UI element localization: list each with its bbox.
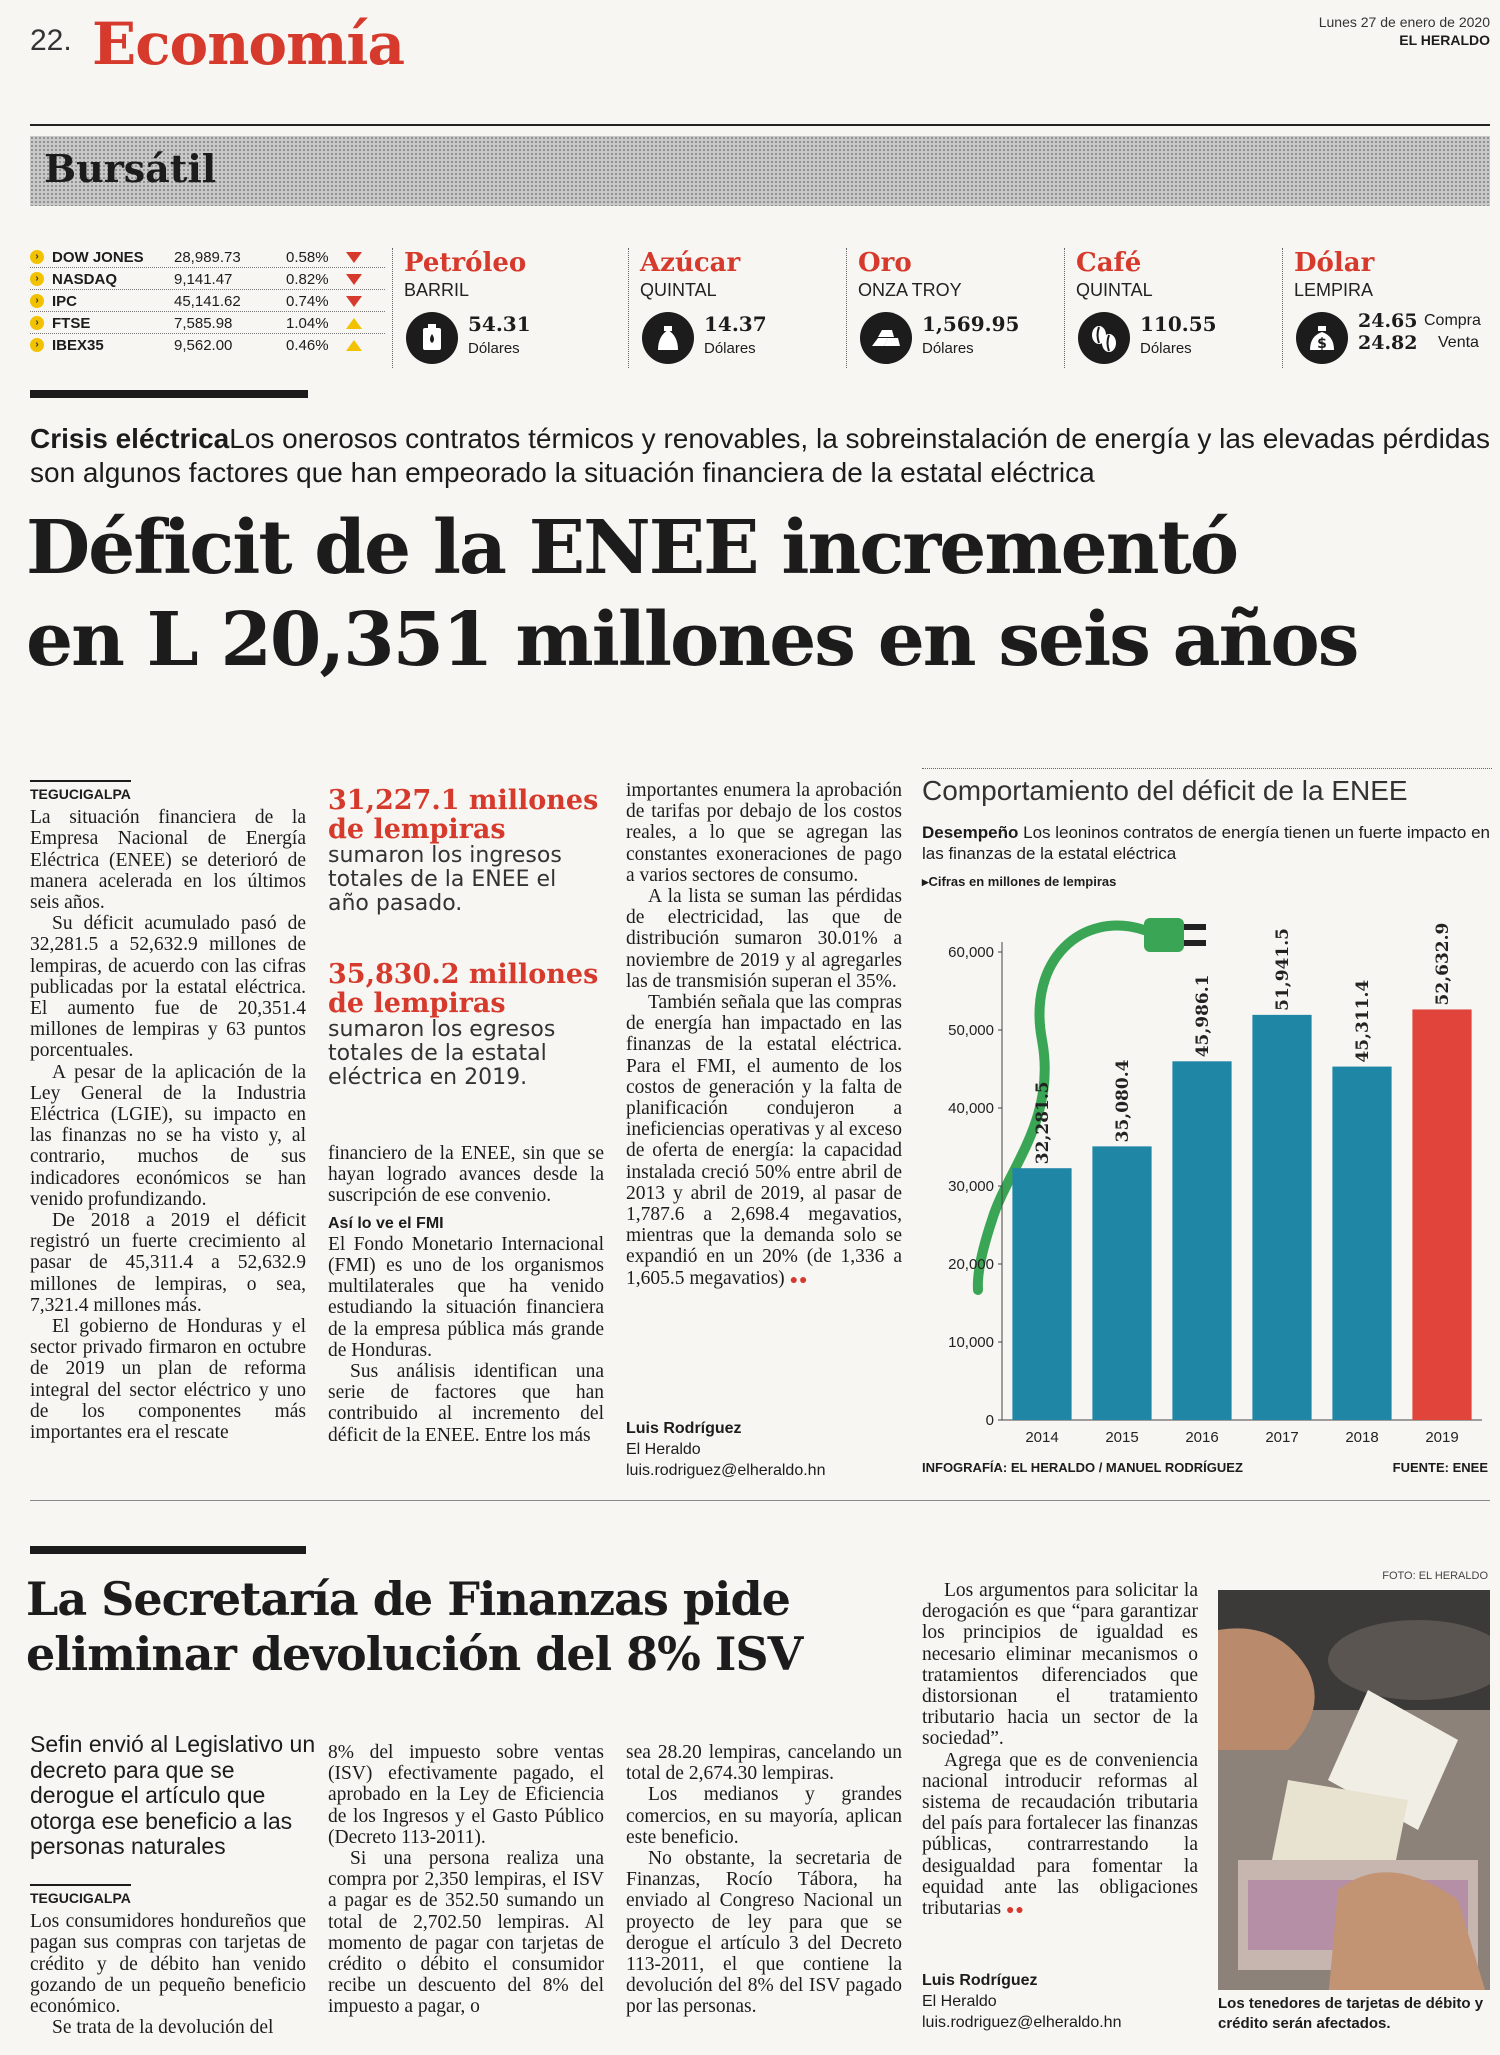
issue-date: Lunes 27 de enero de 2020 [1318,14,1490,30]
paragraph: Sus análisis identifican una serie de factores que han contribuido al incremento del déficit de la ENEE. Entre los más [328,1361,604,1446]
index-row [30,246,385,268]
arrow-up-icon [346,340,362,351]
y-tick-label: 40,000 [948,1100,994,1117]
paragraph: Se trata de la devolución del [52,2017,274,2039]
commodity-azucar [628,248,838,378]
commodity-name: Café [1076,248,1142,278]
paragraph: financiero de la ENEE, sin que se hayan logrado avances desde la suscripción de ese convenio. [328,1143,604,1207]
paragraph: A la lista se suman las pérdidas de electricidad, las que de distribución sumaron 30.01% a noviembre de 2019 y al agregarles las de transmisión superan el 35%. [626,886,902,992]
paragraph: A pesar de la aplicación de la Ley General de la Industria Eléctrica (LGIE), su impacto en las finanzas no se ha visto y, al contrario, muchos de sus indicadores económicos se han venido profundizando. [30,1061,306,1210]
chart-title: Comportamiento del déficit de la ENEE [922,775,1408,806]
index-row [30,312,385,334]
chevron-right-icon: › [30,294,44,308]
commodity-name: Petróleo [404,248,527,278]
index-name: IBEX35 [52,336,104,354]
pull-quote-figure: 31,227.1 millones de lempiras [328,785,599,845]
pull-quote-figure: 35,830.2 millones de lempiras [328,959,599,1019]
bar-value-label: 32,281.5 [1033,1081,1053,1165]
section-divider [30,1500,1490,1501]
bar-2017 [1252,1015,1311,1420]
article-photo [1218,1590,1490,1990]
commodity-unit: LEMPIRA [1294,280,1374,300]
bar-value-label: 45,311.4 [1353,979,1373,1063]
arrow-down-icon [346,274,362,285]
deficit-bar-chart [922,890,1492,1450]
chart-units: ▸Cifras en millones de lempiras [922,874,1117,889]
kicker-label: Crisis eléctrica [30,423,230,454]
article-rule [30,390,308,398]
dolar-sell-price: 24.82 [1358,332,1418,354]
chart-description [922,822,1492,864]
commodity-currency: Dólares [1140,340,1192,357]
commodity-unit: QUINTAL [640,280,717,300]
dateline: TEGUCIGALPA [30,1884,131,1909]
chevron-right-icon: › [30,338,44,352]
paragraph: Los medianos y grandes comercios, en su mayoría, aplican este beneficio. [626,1784,902,1848]
y-tick-label: 10,000 [948,1334,994,1351]
headline-line: La Secretaría de Finanzas pide [26,1572,790,1626]
chart-desc-label: Desempeño [922,823,1019,842]
author-paper: El Heraldo [626,1441,701,1458]
coffee-beans-icon [1078,312,1130,364]
plug-icon [1144,918,1206,952]
column-divider [1282,248,1283,368]
bar-value-label: 52,632.9 [1433,922,1453,1006]
dolar-buy-label: Compra [1424,312,1481,329]
oil-can-icon [406,312,458,364]
commodity-unit: ONZA TROY [858,280,962,300]
article2-deck: Sefin envió al Legislativo un decreto para que se derogue el artículo que otorga ese beneficio a las personas naturales [30,1731,316,1859]
card-payment-photo [1218,1590,1490,1990]
paragraph: Su déficit acumulado pasó de 32,281.5 a 52,632.9 millones de lempiras, de acuerdo con las cifras publicadas por la estatal eléctrica. El aumento fue de 20,351.4 millones de lempiras y 63 puntos porcentuales. [30,913,306,1062]
paragraph: Los argumentos para solicitar la derogación es que “para garantizar los principios de igualdad es necesario eliminar mecanismos o tratamientos diferenciados que distorsionan el tratamiento tributario hacia un sector de la sociedad”. [922,1580,1198,1750]
index-change: 0.74% [286,292,329,310]
pull-quote-text: sumaron los ingresos totales de la ENEE el año pasado. [328,843,562,916]
article2-column-4 [922,1580,1198,1921]
chart-desc-text: Los leoninos contratos de energía tienen un fuerte impacto en las finanzas de la estatal eléctrica [922,823,1490,863]
bar-2015 [1092,1146,1151,1420]
paragraph-text: También señala que las compras de energía han impactado en las finanzas de la estatal eléctrica. Para el FMI, el aumento de los costos de generación y la falta de planificación condujeron a ineficiencias operativas y al exceso de oferta de energía: la capacidad instalada creció 50% entre abril de 2013 y abril de 2019, al pasar de 1,787.6 a 2,698.4 megavatios, mientras que la demanda solo se expandió en un 20% (de 1,336 a 1,605.5 megavatios) [626,992,902,1289]
paragraph: 8% del impuesto sobre ventas (ISV) efectivamente pagado, el aprobado en la Ley de Eficiencia de los Ingresos y el Gasto Público (Decreto 113-2011). [328,1742,604,1848]
header-rule [30,124,1490,126]
commodity-name: Dólar [1294,248,1375,278]
article2-headline [26,1572,906,1682]
commodity-price: 1,569.95 [922,312,1020,336]
y-tick-label: 20,000 [948,1256,994,1273]
paragraph: El gobierno de Honduras y el sector privado firmaron en octubre de 2019 un plan de reforma integral del sector eléctrico y uno de los componentes más importantes era el rescate [30,1316,306,1444]
headline-line: Déficit de la ENEE incrementó [26,505,1238,591]
index-value: 9,562.00 [174,336,233,354]
index-value: 28,989.73 [174,248,241,266]
index-value: 9,141.47 [174,270,233,288]
index-row [30,334,385,356]
commodity-currency: Dólares [704,340,756,357]
x-tick-label: 2019 [1425,1429,1459,1446]
column-divider [1064,248,1065,368]
paragraph: sea 28.20 lempiras, cancelando un total de 2,674.30 lempiras. [626,1742,902,1785]
author-email[interactable]: luis.rodriguez@elheraldo.hn [922,2014,1122,2031]
commodity-dolar [1282,248,1492,378]
chevron-right-icon: › [30,316,44,330]
photo-credit: FOTO: EL HERALDO [1382,1570,1488,1582]
paragraph: Si una persona realiza una compra por 2,350 lempiras, el ISV a pagar es de 352.50 sumando un total de 2,702.50 lempiras. Al momento de pagar con tarjetas de crédito o débito el consumidor recibe un descuento del 8% del impuesto a pagar, o [328,1848,604,2018]
chart-top-rule [922,768,1492,769]
subheading: Así lo ve el FMI [328,1214,444,1232]
end-mark-icon: ●● [1005,1903,1025,1919]
x-tick-label: 2017 [1265,1429,1299,1446]
article-column-1 [30,780,306,1443]
x-tick-label: 2016 [1185,1429,1219,1446]
bar-value-label: 51,941.5 [1273,928,1293,1011]
article2-column-2 [328,1742,604,2018]
chevron-right-icon: › [30,250,44,264]
paragraph: De 2018 a 2019 el déficit registró un fuerte crecimiento al pasar de 45,311.4 a 52,632.9 millones de lempiras, o sea, 7,321.4 millones más. [30,1210,306,1316]
article-column-2 [328,1143,604,1446]
paragraph: importantes enumera la aprobación de tarifas por debajo de los costos reales, a lo que se agregan las constantes exoneraciones de pago a varios sectores de consumo. [626,780,902,886]
dateline: TEGUCIGALPA [30,780,131,805]
author-signature [922,1970,1198,2033]
y-tick-label: 50,000 [948,1022,994,1039]
article-column-3 [626,780,902,1291]
commodity-cafe [1064,248,1274,378]
commodity-oro [846,248,1056,378]
paragraph [626,992,902,1291]
index-change: 0.82% [286,270,329,288]
bar-2018 [1332,1067,1391,1420]
arrow-down-icon [346,296,362,307]
pull-quote-text: sumaron los egresos totales de la estatal eléctrica en 2019. [328,1017,556,1090]
x-tick-label: 2015 [1105,1429,1139,1446]
author-paper: El Heraldo [922,1993,997,2010]
chevron-right-icon: › [30,272,44,286]
article-headline [26,502,1496,686]
commodity-price: 54.31 [468,312,531,336]
dolar-buy-price: 24.65 [1358,310,1418,332]
chart-credit: INFOGRAFÍA: EL HERALDO / MANUEL RODRÍGUEZ [922,1460,1243,1475]
column-divider [392,248,393,368]
kicker-text: Los onerosos contratos térmicos y renovables, la sobreinstalación de energía y las elevadas pérdidas son algunos factores que han empeorado la situación financiera de la estatal eléctrica [30,423,1490,488]
arrow-down-icon [346,252,362,263]
bursatil-banner [30,136,1490,206]
x-tick-label: 2018 [1345,1429,1379,1446]
sugar-sack-icon [642,312,694,364]
index-value: 7,585.98 [174,314,233,332]
chart-source: FUENTE: ENEE [1392,1460,1488,1475]
commodity-name: Oro [858,248,912,278]
index-row [30,290,385,312]
svg-text:$: $ [1317,336,1327,352]
gold-bars-icon [860,312,912,364]
paragraph [922,1750,1198,1922]
index-change: 0.58% [286,248,329,266]
article-kicker [30,422,1490,490]
index-name: NASDAQ [52,270,118,288]
y-tick-label: 0 [985,1412,994,1429]
author-name: Luis Rodríguez [922,1972,1038,1989]
photo-caption: Los tenedores de tarjetas de débito y crédito serán afectados. [1218,1995,1484,2032]
article2-column-3 [626,1742,902,2018]
paragraph-text: Agrega que es de conveniencia nacional introducir reformas al sistema de recaudación tributaria del país para fortalecer las finanzas públicas, contrarrestando la desigualdad para fomentar la equidad ante las obligaciones tributarias [922,1749,1198,1920]
commodity-currency: Dólares [468,340,520,357]
bar-2016 [1172,1061,1231,1420]
index-name: DOW JONES [52,248,144,266]
section-title: Economía [92,10,405,78]
commodity-unit: QUINTAL [1076,280,1153,300]
pull-quote-1 [328,786,604,916]
index-value: 45,141.62 [174,292,241,310]
end-mark-icon: ●● [789,1272,809,1288]
paragraph: Los consumidores hondureños que pagan sus compras con tarjetas de crédito y de débito han venido gozando de un pequeño beneficio económico. [30,1911,306,2018]
column-divider [628,248,629,368]
column-divider [846,248,847,368]
paragraph: No obstante, la secretaria de Finanzas, Rocío Tábora, ha enviado al Congreso Nacional un proyecto de ley para que se derogue el artículo 3 del Decreto 113-2011, el que contiene la devolución del 8% del ISV pagado por las personas. [626,1848,902,2018]
index-row [30,268,385,290]
paragraph: El Fondo Monetario Internacional (FMI) es uno de los organismos multilaterales que ha venido estudiando la situación financiera de la empresa pública más grande de Honduras. [328,1233,604,1361]
page-number: 22. [30,24,72,57]
author-signature [626,1418,902,1481]
commodity-unit: BARRIL [404,280,470,300]
money-bag-icon [1296,312,1348,364]
y-tick-label: 60,000 [948,944,994,961]
pull-quote-2 [328,960,604,1090]
bar-2014 [1012,1168,1071,1420]
x-tick-label: 2014 [1025,1429,1059,1446]
index-name: FTSE [52,314,91,332]
bar-value-label: 35,080.4 [1113,1059,1133,1143]
commodity-price: 110.55 [1140,312,1217,336]
newspaper-name: EL HERALDO [1399,32,1490,48]
headline-line: en L 20,351 millones en seis años [26,597,1358,683]
index-change: 0.46% [286,336,329,354]
bar-2019 [1412,1009,1471,1420]
headline-line: eliminar devolución del 8% ISV [26,1627,803,1681]
commodity-price: 14.37 [704,312,767,336]
commodity-petroleo [392,248,602,378]
article-rule [30,1546,306,1554]
arrow-up-icon [346,318,362,329]
paragraph: La situación financiera de la Empresa Nacional de Energía Eléctrica (ENEE) se deterioró de manera acelerada en los últimos seis años. [30,807,306,914]
index-change: 1.04% [286,314,329,332]
commodity-name: Azúcar [640,248,741,278]
article2-column-1 [30,1884,306,2038]
author-email[interactable]: luis.rodriguez@elheraldo.hn [626,1462,826,1479]
dolar-sell-label: Venta [1438,334,1479,351]
index-name: IPC [52,292,78,310]
author-name: Luis Rodríguez [626,1420,742,1437]
y-tick-label: 30,000 [948,1178,994,1195]
bursatil-title: Bursátil [44,146,217,191]
commodity-currency: Dólares [922,340,974,357]
bar-value-label: 45,986.1 [1193,974,1213,1058]
